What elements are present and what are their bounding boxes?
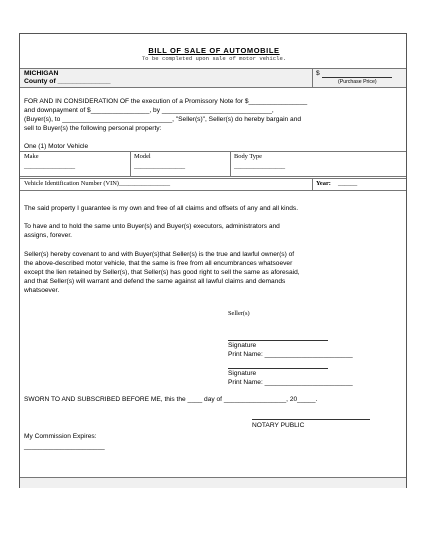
signature-label-2: Signature <box>228 370 257 377</box>
body-type-field[interactable]: ________________ <box>234 163 286 170</box>
model-label: Model <box>134 153 151 160</box>
price-field[interactable] <box>322 77 392 78</box>
guarantee-text: The said property I guarantee is my own and free of all claims and offsets of any and all kinds. <box>24 205 299 212</box>
make-field[interactable]: ________________ <box>24 163 76 170</box>
notary-signature-line[interactable] <box>252 419 370 420</box>
sworn-statement: SWORN TO AND SUBSCRIBED BEFORE ME, this the ____ day of _________________, 20_____. <box>24 396 318 403</box>
vin-field[interactable]: Vehicle Identification Number (VIN)________________ <box>24 180 171 187</box>
signature-label-1: Signature <box>228 342 257 349</box>
covenant-line-4: and that Seller(s) will warrant and defend the same against all lawful claims and demands <box>24 278 286 285</box>
state-label: MICHIGAN <box>24 70 59 77</box>
hold-line-2: assigns, forever. <box>24 232 73 239</box>
hold-line-1: To have and to hold the same unto Buyer(s) and Buyer(s) executors, administrators and <box>24 223 280 230</box>
vehicle-details-table <box>20 151 406 177</box>
document-subtitle: To be completed upon sale of motor vehicle. <box>141 55 287 62</box>
vehicle-heading: One (1) Motor Vehicle <box>24 143 89 150</box>
sellers-label: Seller(s) <box>228 310 250 317</box>
consideration-line-1: FOR AND IN CONSIDERATION OF the execution of a Promissory Note for $________________ <box>24 98 308 105</box>
consideration-line-3: (Buyer(s), to ______________________________, "Seller(s)", Seller(s) do hereby bargain and <box>24 116 302 123</box>
model-field[interactable]: ________________ <box>134 163 186 170</box>
commission-field[interactable]: ______________________ <box>24 443 105 450</box>
commission-label: My Commission Expires: <box>24 433 97 440</box>
document-title: BILL OF SALE OF AUTOMOBILE <box>148 46 280 55</box>
consideration-line-2: and downpayment of $________________, by ______________________________, <box>24 107 274 114</box>
make-label: Make <box>24 153 39 160</box>
county-field[interactable]: County of ______________ <box>24 78 111 85</box>
price-symbol: $ <box>316 70 320 77</box>
price-caption: (Purchase Price) <box>338 79 377 85</box>
consideration-line-4: sell to Buyer(s) the following personal property: <box>24 125 162 132</box>
covenant-line-5: whatsoever. <box>24 287 60 294</box>
year-field[interactable]: ______ <box>338 180 358 187</box>
covenant-line-1: Seller(s) hereby covenant to and with Buyer(s)that Seller(s) is the true and lawful owner(s) of <box>24 251 295 258</box>
covenant-line-3: except the lien retained by Seller(s), that Seller(s) has good right to sell the same as aforesaid, <box>24 269 300 276</box>
header-divider <box>312 69 313 87</box>
print-name-field-1[interactable]: Print Name: ________________________ <box>228 351 353 358</box>
print-name-field-2[interactable]: Print Name: ________________________ <box>228 379 353 386</box>
body-type-label: Body Type <box>234 153 263 160</box>
bill-of-sale-form <box>19 33 407 488</box>
footer-band <box>20 477 406 488</box>
year-label: Year: <box>316 180 331 187</box>
header-band <box>20 68 406 88</box>
vin-row <box>20 178 406 191</box>
notary-public-label: NOTARY PUBLIC <box>252 422 305 429</box>
covenant-line-2: the above-described motor vehicle, that the same is free from all encumbrances whatsoever <box>24 260 293 267</box>
